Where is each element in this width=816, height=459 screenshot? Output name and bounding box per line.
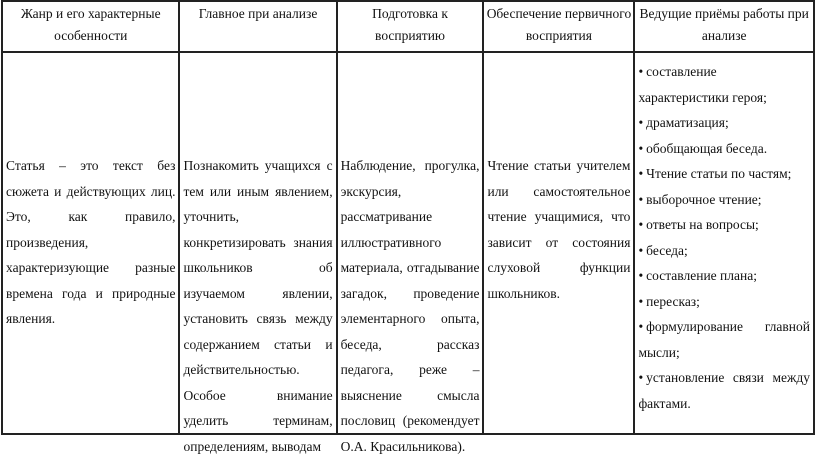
cell-genre: [2, 52, 179, 434]
cell-main: [179, 52, 336, 454]
header-main: Главное при анализе: [179, 1, 336, 52]
header-techniques: Ведущие приёмы работы при анализе: [634, 1, 814, 52]
table-row: [2, 52, 814, 434]
list-item: • беседа;: [638, 238, 810, 264]
list-item: • драматизация;: [638, 110, 810, 136]
list-item: • составление плана;: [638, 263, 810, 289]
techniques-list: [635, 53, 813, 416]
preparation-text: Наблюдение, прогулка, экскурсия, рассматривание иллюстративного материала, отгадывание загадок, проведение элементарного опыта, беседа, рассказ педагога, реже – выяснение смысла пословиц (рекомендует О.А. Красильникова).: [340, 158, 480, 454]
header-perception: Обеспечение первичного восприятия: [483, 1, 634, 52]
header-genre: Жанр и его характерные особенности: [2, 1, 179, 52]
list-item: • обобщающая беседа.: [638, 136, 810, 162]
analysis-table: [1, 0, 815, 454]
list-item: • установление связи между фактами.: [638, 365, 810, 416]
list-item: • Чтение статьи по частям;: [638, 161, 810, 187]
list-item: • формулирование главной мысли;: [638, 314, 810, 365]
cell-techniques: [634, 52, 814, 434]
main-text: Познакомить учащихся с тем или иным явлением, уточнить, конкретизировать знания школьников об изучаемом явлении, установить связь между содержанием статьи и действительностью. Особое внимание уделить терминам, определениям, выводам: [183, 158, 333, 454]
cell-perception: [483, 52, 634, 434]
list-item: • ответы на вопросы;: [638, 212, 810, 238]
header-preparation: Подготовка к восприятию: [337, 1, 484, 52]
list-item: • пересказ;: [638, 289, 810, 315]
genre-text: Статья – это текст без сюжета и действующих лиц. Это, как правило, произведения, характеризующие разные времена года и природные явления.: [6, 158, 176, 326]
table-header-row: [2, 1, 814, 52]
cell-preparation: [337, 52, 484, 454]
list-item: • составление характеристики героя;: [638, 59, 810, 110]
list-item: • выборочное чтение;: [638, 187, 810, 213]
perception-text: Чтение статьи учителем или самостоятельное чтение учащимися, что зависит от состояния слуховой функции школьников.: [487, 158, 631, 301]
